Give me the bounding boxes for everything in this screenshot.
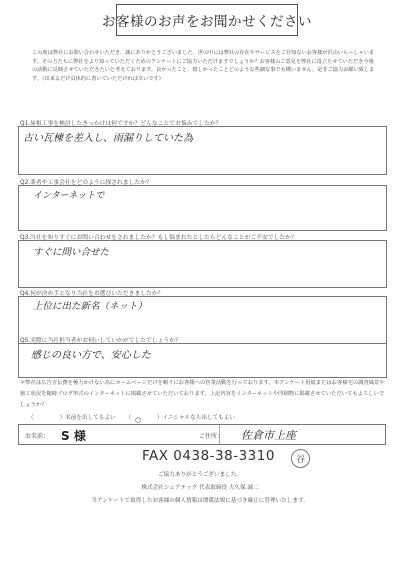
footer-privacy: 当アンケートで取得したお客様の個人情報は関係法規に基づき厳正に管理いたします。	[91, 498, 309, 504]
question-1-label: Q1.屋根工事を検討したきっかけは何ですか？どんなことでお悩みでしたか？	[20, 121, 222, 127]
answer-box-1	[18, 126, 387, 175]
publication-notice: ＊弊社は広告宣伝費を極力かけない為にホームページだけを頼りにお客様への営業活動を行っております。本アンケート用紙またはお客様宅の調査風景や施工状況を随時ブログ形式のインターネットに掲載させていただいております。上記内容をインターネットや印刷物に掲載させていただいてもよろしいでしょうか？	[20, 380, 385, 408]
answer-5-text: 感じの良い方で、安心した	[31, 350, 151, 361]
consent-options	[28, 413, 243, 424]
question-4-label: Q4.何が決め手となり当社をお選びいただきましたか？	[20, 291, 164, 297]
customer-address: 佐倉市上座	[241, 429, 296, 442]
answer-1-text: 古い瓦棟を差入し、雨漏りしていた為	[23, 133, 193, 144]
name-label: お名前：	[25, 433, 50, 440]
answer-4-text: 上位に出た新名（ネット）	[33, 301, 148, 312]
question-5-label: Q5.実際に当社担当者がお伺いしていかがでしたでしょうか？	[20, 338, 181, 344]
answer-box-3	[18, 240, 387, 288]
answer-box-2	[18, 185, 387, 231]
answer-box-5	[18, 343, 387, 378]
footer-thanks: ご協力ありがとうございました。	[158, 472, 242, 478]
customer-info-box	[18, 424, 386, 445]
consent-option-name[interactable]: （ ）名前を出してもよい	[28, 415, 116, 421]
question-3-label: Q3.当社を知りすぐにお問い合わせをされましたか？もし悩まれたとしたらどんなことがご不安でしたか？	[20, 235, 297, 241]
intro-text: この度は弊社にお問い合わせいただき、誠にありがとうございました。世の中には弊社の存在やサービスをご存知ないお客様が沢山いらっしゃいます。その方たちに弊社をより知っていただくためのアンケートにご協力いただけますでしょうか？お客様のご意見を弊社に役立たせていただき今後の活動に反映させていただきたいと考えております。良かったこと、嬉しかったことどのような些細な事でも構いません。是非ご協力お願い致します。（出来るだけ具体的に書いていただければ幸いです）	[32, 50, 375, 82]
consent-option-initial[interactable]: （ ○ ）イニシャルなら出してもよい	[125, 415, 235, 424]
answer-2-text: インターネットで	[33, 191, 105, 201]
address-label: ご住所：	[199, 433, 224, 440]
question-2-label: Q2.業者や工事会社をどのように探されましたか？	[20, 180, 152, 186]
page-title: お客様のお声をお聞かせください	[116, 4, 298, 36]
stamp-seal: 谷	[291, 449, 310, 468]
customer-name: S 様	[61, 429, 86, 443]
footer-company: 株式会社シェアテック 代表取締役 大久保 誠二	[141, 485, 259, 491]
consent-check-mark: ○	[134, 416, 142, 424]
fax-number: FAX 0438-38-3310	[142, 448, 275, 464]
answer-3-text: すぐに問い合せた	[33, 247, 110, 258]
